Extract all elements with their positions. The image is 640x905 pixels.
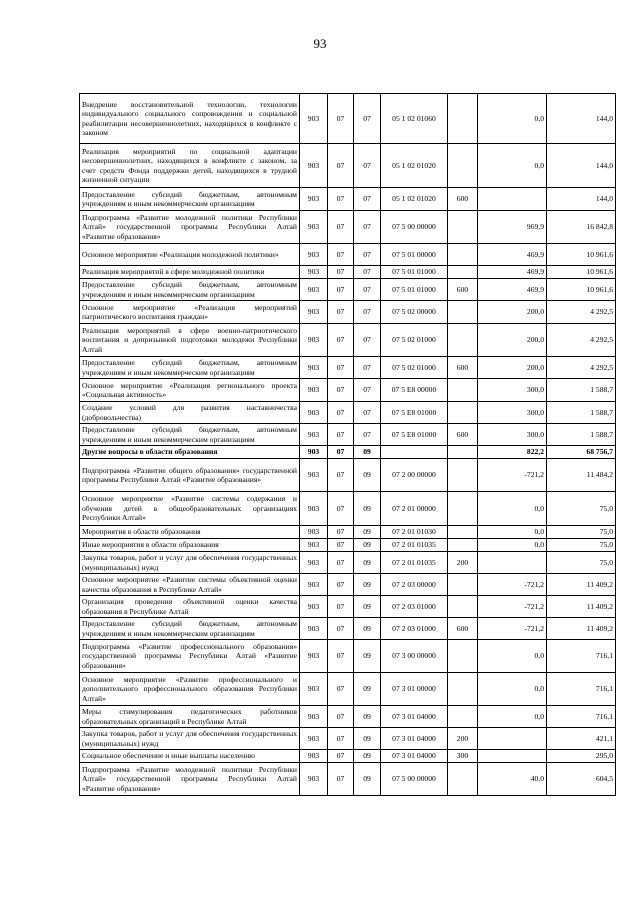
section-code-cell: 07 xyxy=(328,402,354,424)
change-amount-cell: 0,0 xyxy=(478,673,547,706)
section-code-cell: 07 xyxy=(328,706,354,728)
table-row xyxy=(80,324,616,357)
row-name-cell: Реализация мероприятий в сфере военно-патриотического воспитания и допризывной подготовки молодежи Республики Алтай xyxy=(80,324,300,357)
change-amount-cell: 822,2 xyxy=(478,446,547,459)
admin-code-cell: 903 xyxy=(300,357,328,379)
expense-type-cell xyxy=(448,244,478,266)
expense-type-cell: 600 xyxy=(448,618,478,640)
target-article-cell: 07 5 E8 00000 xyxy=(381,379,448,402)
row-name-cell: Иные мероприятия в области образования xyxy=(80,539,300,552)
total-amount-cell: 716,1 xyxy=(547,673,616,706)
section-code-cell: 07 xyxy=(328,357,354,379)
change-amount-cell: 0,0 xyxy=(478,539,547,552)
subsection-code-cell: 09 xyxy=(354,728,381,750)
expense-type-cell xyxy=(448,492,478,526)
expense-type-cell xyxy=(448,266,478,279)
row-name-cell: Меры стимулирования педагогических работников образовательных организаций в Республике Алтай xyxy=(80,706,300,728)
expense-type-cell xyxy=(448,324,478,357)
target-article-cell: 05 1 02 01020 xyxy=(381,188,448,211)
total-amount-cell: 4 292,5 xyxy=(547,357,616,379)
change-amount-cell: 0,0 xyxy=(478,144,547,188)
change-amount-cell xyxy=(478,728,547,750)
admin-code-cell: 903 xyxy=(300,301,328,324)
expense-type-cell xyxy=(448,539,478,552)
row-name-cell: Создание условий для развития наставничества (добровольчества) xyxy=(80,402,300,424)
target-article-cell: 07 3 00 00000 xyxy=(381,640,448,673)
table-row xyxy=(80,459,616,492)
subsection-code-cell: 07 xyxy=(354,301,381,324)
expense-type-cell xyxy=(448,459,478,492)
target-article-cell: 07 2 01 01035 xyxy=(381,539,448,552)
section-code-cell: 07 xyxy=(328,244,354,266)
change-amount-cell: 40,0 xyxy=(478,763,547,796)
expense-type-cell: 300 xyxy=(448,750,478,763)
subsection-code-cell: 07 xyxy=(354,188,381,211)
total-amount-cell: 1 588,7 xyxy=(547,379,616,402)
expense-type-cell: 200 xyxy=(448,552,478,574)
table-row xyxy=(80,279,616,301)
target-article-cell: 07 5 00 00000 xyxy=(381,211,448,244)
change-amount-cell: 0,0 xyxy=(478,94,547,144)
target-article-cell: 07 5 01 01000 xyxy=(381,266,448,279)
subsection-code-cell: 07 xyxy=(354,402,381,424)
page-number: 93 xyxy=(313,36,327,51)
subsection-code-cell: 09 xyxy=(354,552,381,574)
admin-code-cell: 903 xyxy=(300,492,328,526)
table-row xyxy=(80,640,616,673)
row-name-cell: Предоставление субсидий бюджетным, автономным учреждениям и иным некоммерческим организациям xyxy=(80,188,300,211)
admin-code-cell: 903 xyxy=(300,526,328,539)
total-amount-cell: 295,0 xyxy=(547,750,616,763)
admin-code-cell: 903 xyxy=(300,459,328,492)
subsection-code-cell: 09 xyxy=(354,539,381,552)
section-code-cell: 07 xyxy=(328,492,354,526)
change-amount-cell xyxy=(478,750,547,763)
total-amount-cell: 16 842,8 xyxy=(547,211,616,244)
target-article-cell: 05 1 02 01060 xyxy=(381,94,448,144)
admin-code-cell: 903 xyxy=(300,424,328,446)
expense-type-cell xyxy=(448,379,478,402)
section-code-cell: 07 xyxy=(328,379,354,402)
table-row xyxy=(80,728,616,750)
admin-code-cell: 903 xyxy=(300,673,328,706)
change-amount-cell xyxy=(478,188,547,211)
table-row xyxy=(80,357,616,379)
expense-type-cell xyxy=(448,301,478,324)
section-code-cell: 07 xyxy=(328,539,354,552)
row-name-cell: Закупка товаров, работ и услуг для обеспечения государственных (муниципальных) нужд xyxy=(80,728,300,750)
section-code-cell: 07 xyxy=(328,728,354,750)
target-article-cell xyxy=(381,446,448,459)
expense-type-cell xyxy=(448,144,478,188)
row-name-cell: Основное мероприятие «Развитие профессионального и дополнительного профессионального образования Республики Алтай» xyxy=(80,673,300,706)
table-row xyxy=(80,596,616,618)
subsection-code-cell: 07 xyxy=(354,324,381,357)
total-amount-cell: 10 961,6 xyxy=(547,279,616,301)
subsection-code-cell: 07 xyxy=(354,211,381,244)
target-article-cell: 07 5 00 00000 xyxy=(381,763,448,796)
total-amount-cell: 10 961,6 xyxy=(547,244,616,266)
section-code-cell: 07 xyxy=(328,446,354,459)
total-amount-cell: 68 756,7 xyxy=(547,446,616,459)
expense-type-cell: 600 xyxy=(448,188,478,211)
change-amount-cell: 300,0 xyxy=(478,402,547,424)
table-row xyxy=(80,763,616,796)
target-article-cell: 07 5 01 01000 xyxy=(381,279,448,301)
target-article-cell: 07 5 02 01000 xyxy=(381,357,448,379)
change-amount-cell: -721,2 xyxy=(478,618,547,640)
admin-code-cell: 903 xyxy=(300,379,328,402)
admin-code-cell: 903 xyxy=(300,244,328,266)
table-row xyxy=(80,244,616,266)
table-row xyxy=(80,492,616,526)
table-row xyxy=(80,188,616,211)
total-amount-cell: 75,0 xyxy=(547,526,616,539)
total-amount-cell: 1 588,7 xyxy=(547,402,616,424)
admin-code-cell: 903 xyxy=(300,279,328,301)
section-code-cell: 07 xyxy=(328,459,354,492)
row-name-cell: Подпрограмма «Развитие общего образования» государственной программы Республики Алтай «Развитие образования» xyxy=(80,459,300,492)
subsection-code-cell: 07 xyxy=(354,279,381,301)
admin-code-cell: 903 xyxy=(300,324,328,357)
target-article-cell: 07 3 01 04000 xyxy=(381,728,448,750)
target-article-cell: 07 2 03 00000 xyxy=(381,574,448,596)
admin-code-cell: 903 xyxy=(300,574,328,596)
admin-code-cell: 903 xyxy=(300,618,328,640)
expense-type-cell: 600 xyxy=(448,424,478,446)
row-name-cell: Основное мероприятие «Реализация молодежной политики» xyxy=(80,244,300,266)
expense-type-cell xyxy=(448,211,478,244)
expense-type-cell xyxy=(448,763,478,796)
admin-code-cell: 903 xyxy=(300,211,328,244)
target-article-cell: 07 3 01 04000 xyxy=(381,706,448,728)
admin-code-cell: 903 xyxy=(300,706,328,728)
subsection-code-cell: 09 xyxy=(354,459,381,492)
change-amount-cell: 300,0 xyxy=(478,379,547,402)
subsection-code-cell: 09 xyxy=(354,492,381,526)
table-row xyxy=(80,673,616,706)
change-amount-cell xyxy=(478,552,547,574)
subsection-code-cell: 09 xyxy=(354,446,381,459)
subsection-code-cell: 07 xyxy=(354,424,381,446)
admin-code-cell: 903 xyxy=(300,640,328,673)
change-amount-cell: 0,0 xyxy=(478,706,547,728)
subsection-code-cell: 09 xyxy=(354,596,381,618)
budget-table xyxy=(79,93,616,796)
expense-type-cell xyxy=(448,94,478,144)
row-name-cell: Предоставление субсидий бюджетным, автономным учреждениям и иным некоммерческим организациям xyxy=(80,279,300,301)
section-code-cell: 07 xyxy=(328,596,354,618)
change-amount-cell: 469,9 xyxy=(478,244,547,266)
target-article-cell: 07 5 E8 01000 xyxy=(381,424,448,446)
total-amount-cell: 1 588,7 xyxy=(547,424,616,446)
change-amount-cell: -721,2 xyxy=(478,574,547,596)
subsection-code-cell: 09 xyxy=(354,706,381,728)
row-name-cell: Организация проведения объективной оценки качества образования в Республике Алтай xyxy=(80,596,300,618)
change-amount-cell: -721,2 xyxy=(478,459,547,492)
admin-code-cell: 903 xyxy=(300,596,328,618)
row-name-cell: Внедрение восстановительной технологии, технологии индивидуального социального сопровождения и социальной реабилитации несовершеннолетних, находящихся в конфликте с законом xyxy=(80,94,300,144)
section-code-cell: 07 xyxy=(328,552,354,574)
expense-type-cell: 200 xyxy=(448,728,478,750)
total-amount-cell: 75,0 xyxy=(547,552,616,574)
change-amount-cell: 469,9 xyxy=(478,266,547,279)
row-name-cell: Предоставление субсидий бюджетным, автономным учреждениям и иным некоммерческим организациям xyxy=(80,618,300,640)
table-row xyxy=(80,552,616,574)
section-code-cell: 07 xyxy=(328,640,354,673)
admin-code-cell: 903 xyxy=(300,144,328,188)
row-name-cell: Предоставление субсидий бюджетным, автономным учреждениям и иным некоммерческим организациям xyxy=(80,357,300,379)
table-row xyxy=(80,424,616,446)
admin-code-cell: 903 xyxy=(300,188,328,211)
subsection-code-cell: 09 xyxy=(354,618,381,640)
expense-type-cell xyxy=(448,640,478,673)
admin-code-cell: 903 xyxy=(300,539,328,552)
change-amount-cell: 200,0 xyxy=(478,301,547,324)
target-article-cell: 07 2 03 01000 xyxy=(381,618,448,640)
expense-type-cell xyxy=(448,596,478,618)
section-code-cell: 07 xyxy=(328,301,354,324)
admin-code-cell: 903 xyxy=(300,552,328,574)
subsection-code-cell: 09 xyxy=(354,640,381,673)
table-row xyxy=(80,266,616,279)
expense-type-cell xyxy=(448,706,478,728)
row-name-cell: Подпрограмма «Развитие молодежной политики Республики Алтай» государственной программы Республики Алтай «Развитие образования» xyxy=(80,211,300,244)
budget-table-body xyxy=(80,94,616,796)
subsection-code-cell: 07 xyxy=(354,357,381,379)
section-code-cell: 07 xyxy=(328,618,354,640)
section-code-cell: 07 xyxy=(328,324,354,357)
total-amount-cell: 716,1 xyxy=(547,706,616,728)
table-row xyxy=(80,144,616,188)
target-article-cell: 07 5 01 00000 xyxy=(381,244,448,266)
section-code-cell: 07 xyxy=(328,574,354,596)
admin-code-cell: 903 xyxy=(300,763,328,796)
admin-code-cell: 903 xyxy=(300,402,328,424)
section-code-cell: 07 xyxy=(328,188,354,211)
section-code-cell: 07 xyxy=(328,94,354,144)
expense-type-cell xyxy=(448,574,478,596)
section-code-cell: 07 xyxy=(328,279,354,301)
subsection-code-cell: 09 xyxy=(354,673,381,706)
target-article-cell: 07 3 01 00000 xyxy=(381,673,448,706)
subsection-code-cell: 07 xyxy=(354,244,381,266)
table-row xyxy=(80,539,616,552)
expense-type-cell xyxy=(448,673,478,706)
target-article-cell: 07 5 E8 01000 xyxy=(381,402,448,424)
total-amount-cell: 75,0 xyxy=(547,539,616,552)
table-row xyxy=(80,211,616,244)
subsection-code-cell: 07 xyxy=(354,94,381,144)
row-name-cell: Другие вопросы в области образования xyxy=(80,446,300,459)
total-amount-cell: 11 409,2 xyxy=(547,618,616,640)
total-amount-cell: 4 292,5 xyxy=(547,324,616,357)
section-code-cell: 07 xyxy=(328,750,354,763)
change-amount-cell: 200,0 xyxy=(478,357,547,379)
table-row xyxy=(80,94,616,144)
row-name-cell: Основное мероприятие «Развитие системы содержания и обучения детей в общеобразовательных организациях Республики Алтай» xyxy=(80,492,300,526)
target-article-cell: 07 2 01 01035 xyxy=(381,552,448,574)
target-article-cell: 07 2 01 01030 xyxy=(381,526,448,539)
total-amount-cell: 604,5 xyxy=(547,763,616,796)
subsection-code-cell: 07 xyxy=(354,266,381,279)
table-row xyxy=(80,301,616,324)
row-name-cell: Подпрограмма «Развитие профессионального образования» государственной программы Республики Алтай «Развитие образования» xyxy=(80,640,300,673)
section-code-cell: 07 xyxy=(328,763,354,796)
section-code-cell: 07 xyxy=(328,266,354,279)
change-amount-cell: -721,2 xyxy=(478,596,547,618)
row-name-cell: Основное мероприятие «Развитие системы объективной оценки качества образования в Республике Алтай» xyxy=(80,574,300,596)
row-name-cell: Мероприятия в области образования xyxy=(80,526,300,539)
row-name-cell: Реализация мероприятий по социальной адаптации несовершеннолетних, находящихся в конфликте с законом, за счет средств Фонда поддержки детей, находящихся в трудной жизненной ситуации xyxy=(80,144,300,188)
section-code-cell: 07 xyxy=(328,424,354,446)
target-article-cell: 07 5 02 00000 xyxy=(381,301,448,324)
target-article-cell: 07 3 01 04000 xyxy=(381,750,448,763)
target-article-cell: 07 5 02 01000 xyxy=(381,324,448,357)
change-amount-cell: 0,0 xyxy=(478,492,547,526)
expense-type-cell: 600 xyxy=(448,357,478,379)
change-amount-cell: 300,0 xyxy=(478,424,547,446)
table-row xyxy=(80,402,616,424)
total-amount-cell: 716,1 xyxy=(547,640,616,673)
row-name-cell: Реализация мероприятий в сфере молодежной политики xyxy=(80,266,300,279)
section-code-cell: 07 xyxy=(328,673,354,706)
row-name-cell: Основное мероприятие «Реализация регионального проекта «Социальная активность» xyxy=(80,379,300,402)
total-amount-cell: 421,1 xyxy=(547,728,616,750)
change-amount-cell: 200,0 xyxy=(478,324,547,357)
change-amount-cell: 969,9 xyxy=(478,211,547,244)
subsection-code-cell: 09 xyxy=(354,526,381,539)
subsection-code-cell: 09 xyxy=(354,574,381,596)
table-row xyxy=(80,618,616,640)
subsection-code-cell: 09 xyxy=(354,750,381,763)
admin-code-cell: 903 xyxy=(300,266,328,279)
subsection-code-cell: 07 xyxy=(354,379,381,402)
table-row xyxy=(80,706,616,728)
table-row xyxy=(80,750,616,763)
row-name-cell: Предоставление субсидий бюджетным, автономным учреждениям и иным некоммерческим организациям xyxy=(80,424,300,446)
total-amount-cell: 11 409,2 xyxy=(547,596,616,618)
target-article-cell: 07 2 01 00000 xyxy=(381,492,448,526)
section-code-cell: 07 xyxy=(328,526,354,539)
target-article-cell: 07 2 03 01000 xyxy=(381,596,448,618)
row-name-cell: Основное мероприятие «Реализация мероприятий патриотического воспитания граждан» xyxy=(80,301,300,324)
total-amount-cell: 10 961,6 xyxy=(547,266,616,279)
section-code-cell: 07 xyxy=(328,211,354,244)
total-amount-cell: 144,0 xyxy=(547,94,616,144)
subsection-code-cell: 07 xyxy=(354,144,381,188)
table-row xyxy=(80,446,616,459)
change-amount-cell: 469,9 xyxy=(478,279,547,301)
row-name-cell: Социальное обеспечение и иные выплаты населению xyxy=(80,750,300,763)
total-amount-cell: 4 292,5 xyxy=(547,301,616,324)
target-article-cell: 07 2 00 00000 xyxy=(381,459,448,492)
total-amount-cell: 11 484,2 xyxy=(547,459,616,492)
total-amount-cell: 144,0 xyxy=(547,144,616,188)
admin-code-cell: 903 xyxy=(300,750,328,763)
table-row xyxy=(80,574,616,596)
table-row xyxy=(80,526,616,539)
total-amount-cell: 144,0 xyxy=(547,188,616,211)
admin-code-cell: 903 xyxy=(300,728,328,750)
admin-code-cell: 903 xyxy=(300,446,328,459)
table-row xyxy=(80,379,616,402)
row-name-cell: Закупка товаров, работ и услуг для обеспечения государственных (муниципальных) нужд xyxy=(80,552,300,574)
expense-type-cell xyxy=(448,402,478,424)
row-name-cell: Подпрограмма «Развитие молодежной политики Республики Алтай» государственной программы Республики Алтай «Развитие образования» xyxy=(80,763,300,796)
expense-type-cell xyxy=(448,526,478,539)
expense-type-cell xyxy=(448,446,478,459)
total-amount-cell: 75,0 xyxy=(547,492,616,526)
expense-type-cell: 600 xyxy=(448,279,478,301)
change-amount-cell: 0,0 xyxy=(478,640,547,673)
target-article-cell: 05 1 02 01020 xyxy=(381,144,448,188)
section-code-cell: 07 xyxy=(328,144,354,188)
admin-code-cell: 903 xyxy=(300,94,328,144)
total-amount-cell: 11 409,2 xyxy=(547,574,616,596)
change-amount-cell: 0,0 xyxy=(478,526,547,539)
subsection-code-cell: 09 xyxy=(354,763,381,796)
